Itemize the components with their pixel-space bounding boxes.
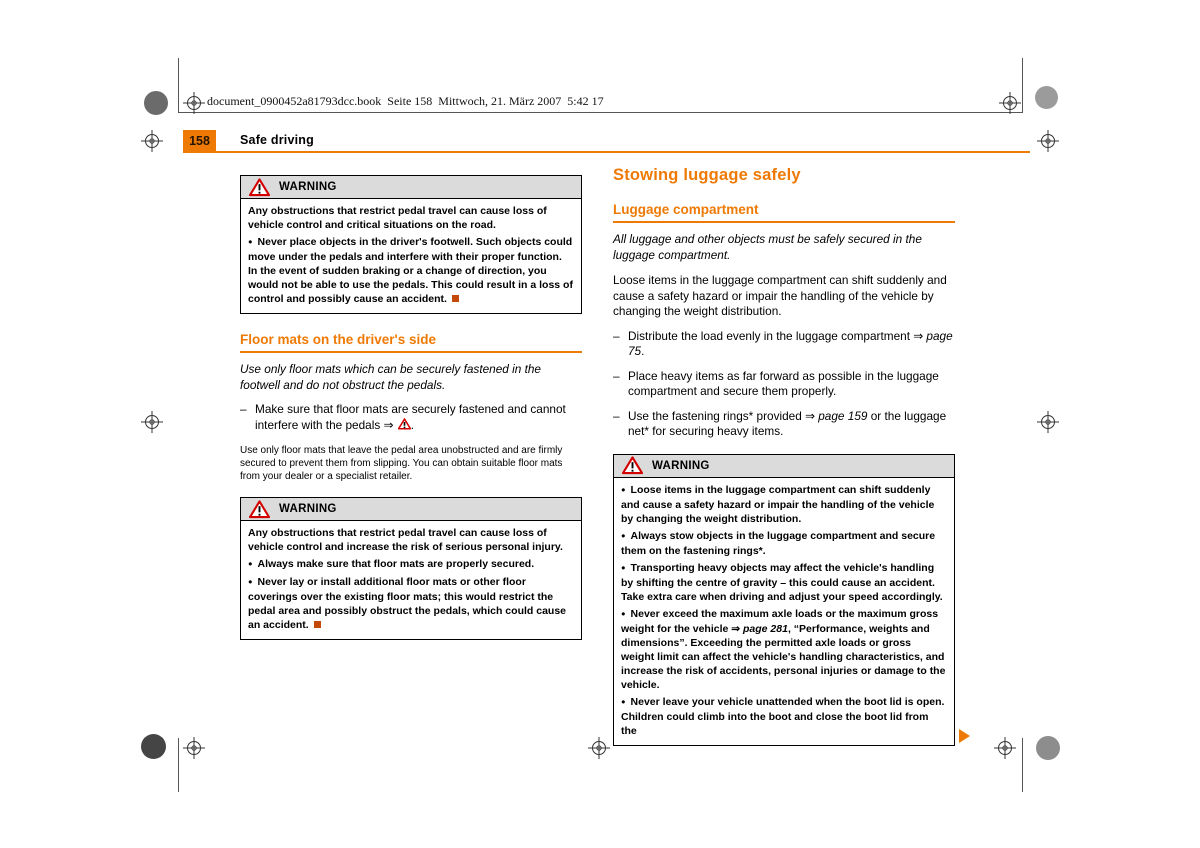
page-reference: page 159: [818, 408, 868, 423]
warning-bullet: [248, 575, 574, 632]
warning-header: [614, 455, 954, 478]
warning-bullet-text: Loose items in the luggage compartment can shift suddenly and cause a safety hazard or impair the handling of the vehicle by changing the weight distribution.: [621, 483, 935, 525]
section-heading-luggage-compartment: Luggage compartment: [613, 202, 955, 223]
dash-item-text: or the luggage net* for securing heavy items.: [628, 408, 947, 438]
warning-box: [240, 497, 582, 640]
registration-mark-icon: [587, 736, 611, 760]
dash-list-item: [613, 409, 955, 440]
registration-mark-icon: [182, 91, 206, 115]
inline-warning-triangle-icon: [398, 418, 411, 430]
warning-bullet-text: Always make sure that floor mats are properly secured.: [257, 558, 535, 570]
warning-bullet: [621, 561, 947, 604]
warning-bullet-text: Always stow objects in the luggage compartment and secure them on the fastening rings*.: [621, 529, 936, 557]
page-number-badge: 158: [183, 130, 216, 151]
halftone-dot: [1036, 736, 1060, 760]
dash-list-item: [613, 369, 955, 400]
dash-item-text: Distribute the load evenly in the luggage compartment ⇒: [628, 328, 927, 343]
continuation-arrow-icon: [959, 729, 970, 743]
halftone-dot: [1035, 86, 1058, 109]
warning-bullet-text: Never lay or install additional floor mats or other floor coverings over the existing floor mats; this would restrict the pedal area and possibly obstruct the pedals, which could cause an accident.: [248, 576, 566, 631]
warning-box-wrap: [613, 454, 955, 746]
section-heading-floor-mats: Floor mats on the driver's side: [240, 332, 582, 353]
halftone-dot: [141, 734, 166, 759]
lead-paragraph: Use only floor mats which can be securely fastened in the footwell and do not obstruct the pedals.: [240, 362, 541, 392]
warning-intro: Any obstructions that restrict pedal travel can cause loss of vehicle control and critical situations on the road.: [248, 205, 547, 231]
end-of-section-marker: [314, 621, 321, 628]
warning-box: [240, 175, 582, 314]
crop-mark: [178, 738, 179, 792]
dash-list-item: [613, 329, 955, 360]
registration-mark-icon: [998, 91, 1022, 115]
header-rule: [183, 151, 1030, 153]
warning-bullet-text: Never leave your vehicle unattended when the boot lid is open. Children could climb into the boot and close the boot lid from the: [621, 695, 945, 737]
page-reference: page 281: [743, 622, 788, 635]
warning-title: WARNING: [652, 459, 710, 472]
warning-bullet: [621, 695, 947, 738]
registration-mark-icon: [993, 736, 1017, 760]
crop-mark: [178, 112, 1023, 113]
body-paragraph: Loose items in the luggage compartment can shift suddenly and cause a safety hazard or impair the handling of the vehicle by changing the weight distribution.: [613, 273, 947, 318]
warning-title: WARNING: [279, 181, 337, 193]
chapter-title: Safe driving: [240, 133, 314, 147]
warning-bullet-text: Never place objects in the driver's footwell. Such objects could move under the pedals and interfere with their proper function. In the event of sudden braking or a change of direction, you would not be able to use the pedals. This could result in a loss of control and possibly cause an accident.: [248, 236, 573, 305]
halftone-dot: [144, 91, 168, 115]
dash-item-text: .: [410, 417, 414, 432]
warning-bullet-text: Transporting heavy objects may affect the vehicle's handling by shifting the centre of gravity – this could cause an accident. Take extra care when driving and adjust your speed accordingly.: [621, 561, 943, 603]
registration-mark-icon: [140, 410, 164, 434]
warning-triangle-icon: [249, 178, 270, 197]
warning-body: [614, 478, 954, 745]
warning-bullet: [248, 557, 574, 572]
warning-box: [613, 454, 955, 746]
dash-item-text: Use the fastening rings* provided ⇒: [628, 408, 819, 423]
registration-mark-icon: [1036, 129, 1060, 153]
warning-triangle-icon: [249, 500, 270, 519]
left-column: [240, 175, 582, 640]
warning-bullet-text: Never exceed the maximum axle loads or the maximum gross weight for the vehicle ⇒: [621, 607, 939, 635]
registration-mark-icon: [182, 736, 206, 760]
dash-item-text: Make sure that floor mats are securely fastened and cannot interfere with the pedals ⇒: [255, 402, 566, 432]
warning-title: WARNING: [279, 503, 337, 515]
dash-item-text: .: [641, 344, 645, 358]
print-header: document_0900452a81793dcc.book Seite 158 Mittwoch, 21. März 2007 5:42 17: [207, 94, 604, 108]
warning-bullet: [621, 529, 947, 558]
end-of-section-marker: [452, 295, 459, 302]
main-heading-stowing-luggage: Stowing luggage safely: [613, 166, 801, 184]
dash-item-text: Place heavy items as far forward as possible in the luggage compartment and secure them properly.: [628, 368, 939, 398]
registration-mark-icon: [1036, 410, 1060, 434]
warning-bullet: [621, 483, 947, 526]
warning-header: [241, 498, 581, 521]
crop-mark: [178, 58, 179, 112]
warning-body: [241, 521, 581, 639]
warning-bullet-text: , “Performance, weights and dimensions”. Exceeding the permitted axle loads or gross weight limit can affect the vehicle's handling characteristics, and increase the risk of accidents, personal injuries or damage to the vehicle.: [621, 622, 946, 691]
warning-bullet: [621, 607, 947, 692]
warning-intro: Any obstructions that restrict pedal travel can cause loss of vehicle control and increase the risk of serious personal injury.: [248, 527, 563, 553]
page-reference: page 75: [628, 328, 953, 358]
warning-triangle-icon: [622, 456, 643, 475]
warning-header: [241, 176, 581, 199]
lead-paragraph: All luggage and other objects must be safely secured in the luggage compartment.: [613, 232, 922, 262]
registration-mark-icon: [140, 129, 164, 153]
crop-mark: [1022, 738, 1023, 792]
dash-list-item: [240, 402, 582, 433]
warning-body: [241, 199, 581, 313]
warning-bullet: [248, 235, 574, 306]
warning-box-wrap: [240, 497, 582, 640]
right-column: [613, 166, 955, 746]
crop-mark: [1022, 58, 1023, 112]
body-paragraph: Use only floor mats that leave the pedal area unobstructed and are firmly secured to prevent them from slipping. You can obtain suitable floor mats from your dealer or a specialist retailer.: [240, 445, 563, 482]
